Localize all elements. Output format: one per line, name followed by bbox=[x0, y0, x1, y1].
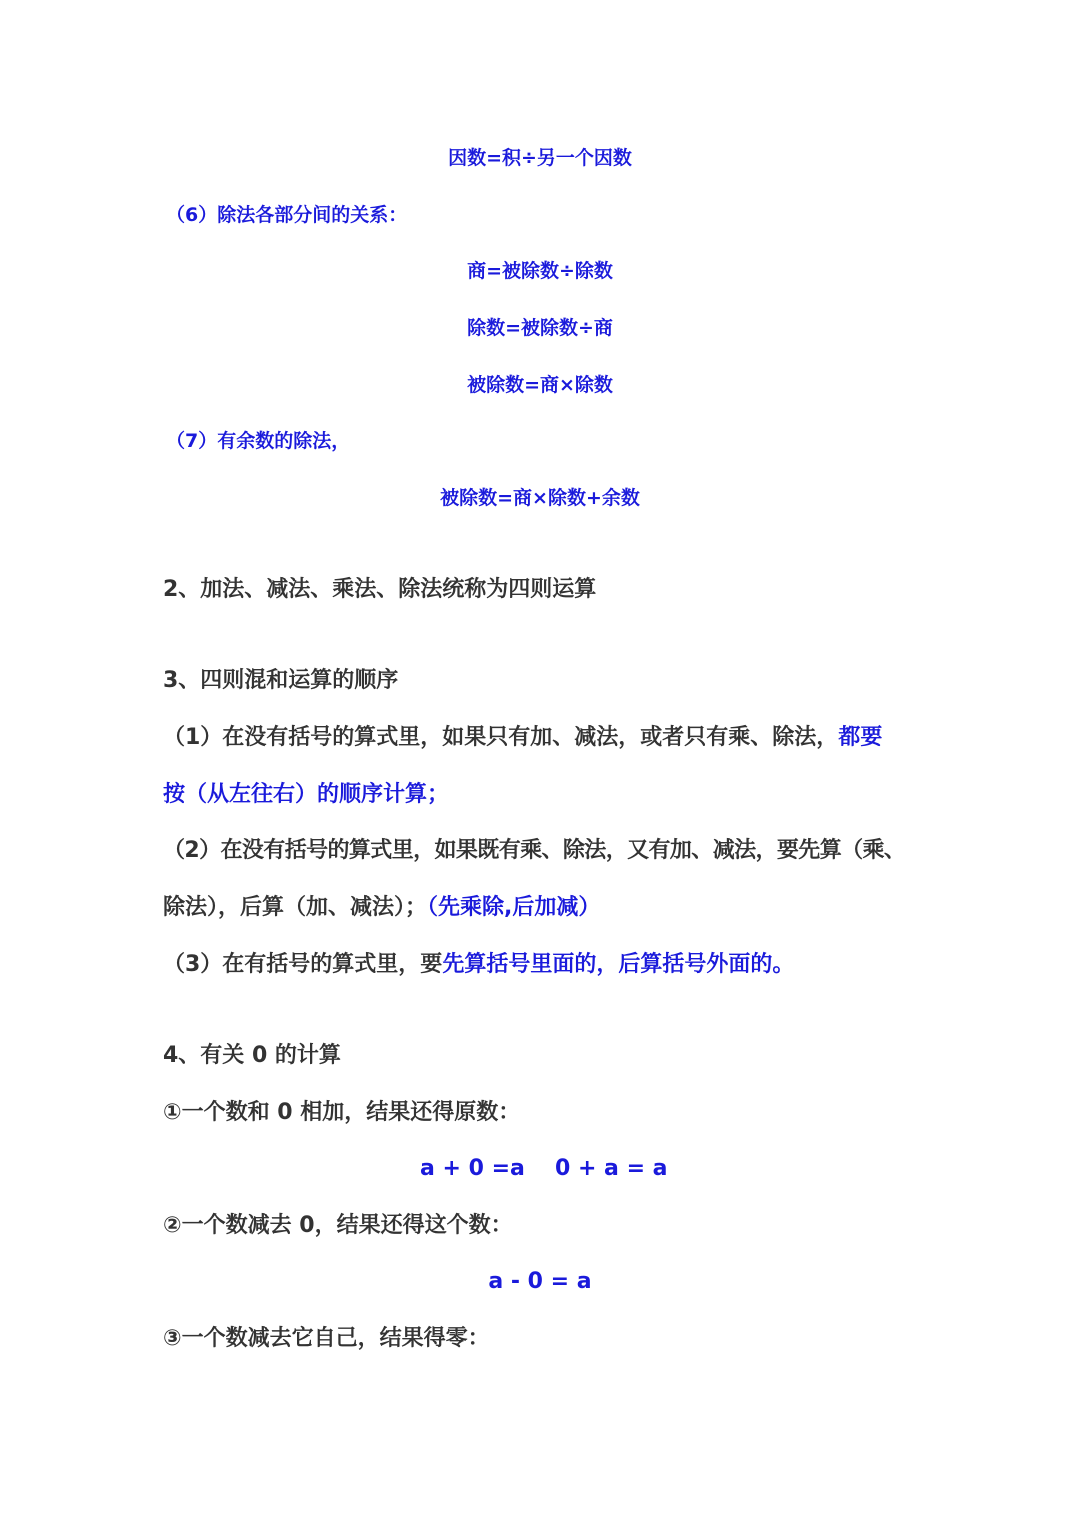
zero-rule1: ①一个数和 0 相加，结果还得原数： bbox=[163, 1100, 521, 1125]
rule1-text: （1）在没有括号的算式里，如果只有加、减法，或者只有乘、除法， bbox=[163, 725, 839, 750]
section3-rule1-line2: 按（从左往右）的顺序计算； bbox=[163, 782, 450, 807]
item7-heading: （7）有余数的除法， bbox=[166, 430, 351, 452]
section3-rule1-line1 bbox=[163, 727, 882, 749]
rule3-text: （3）在有括号的算式里，要 bbox=[163, 952, 443, 977]
section3-rule2-line2 bbox=[163, 897, 600, 919]
section2-heading: 2、加法、减法、乘法、除法统称为四则运算 bbox=[163, 577, 597, 602]
rule3-emphasis: 先算括号里面的，后算括号外面的。 bbox=[442, 952, 795, 977]
rule1-emphasis-a: 都要 bbox=[838, 725, 883, 750]
rule2-emphasis: （先乘除,后加减） bbox=[427, 895, 601, 920]
section3-rule3 bbox=[163, 954, 794, 976]
zero-rule2: ②一个数减去 0，结果还得这个数： bbox=[163, 1213, 513, 1238]
zero-formula2: a - 0 = a bbox=[488, 1269, 592, 1294]
formula-remainder: 被除数=商×除数+余数 bbox=[440, 487, 640, 509]
zero-rule3: ③一个数减去它自己，结果得零： bbox=[163, 1326, 490, 1351]
formula-dividend: 被除数=商×除数 bbox=[467, 374, 613, 396]
item6-heading: （6）除法各部分间的关系： bbox=[166, 204, 408, 226]
formula-factor: 因数=积÷另一个因数 bbox=[448, 147, 632, 169]
section3-heading: 3、四则混和运算的顺序 bbox=[163, 668, 399, 693]
section4-heading: 4、有关 0 的计算 bbox=[163, 1043, 341, 1068]
formula-divisor: 除数=被除数÷商 bbox=[467, 317, 613, 339]
formula-quotient: 商=被除数÷除数 bbox=[467, 260, 613, 282]
zero-formula1a: a + 0 =a bbox=[420, 1156, 525, 1181]
section3-rule2-line1: （2）在没有括号的算式里，如果既有乘、除法，又有加、减法，要先算（乘、 bbox=[163, 838, 906, 863]
rule2-text: 除法），后算（加、减法）； bbox=[163, 895, 428, 920]
zero-formula1b: 0 + a = a bbox=[555, 1156, 668, 1181]
